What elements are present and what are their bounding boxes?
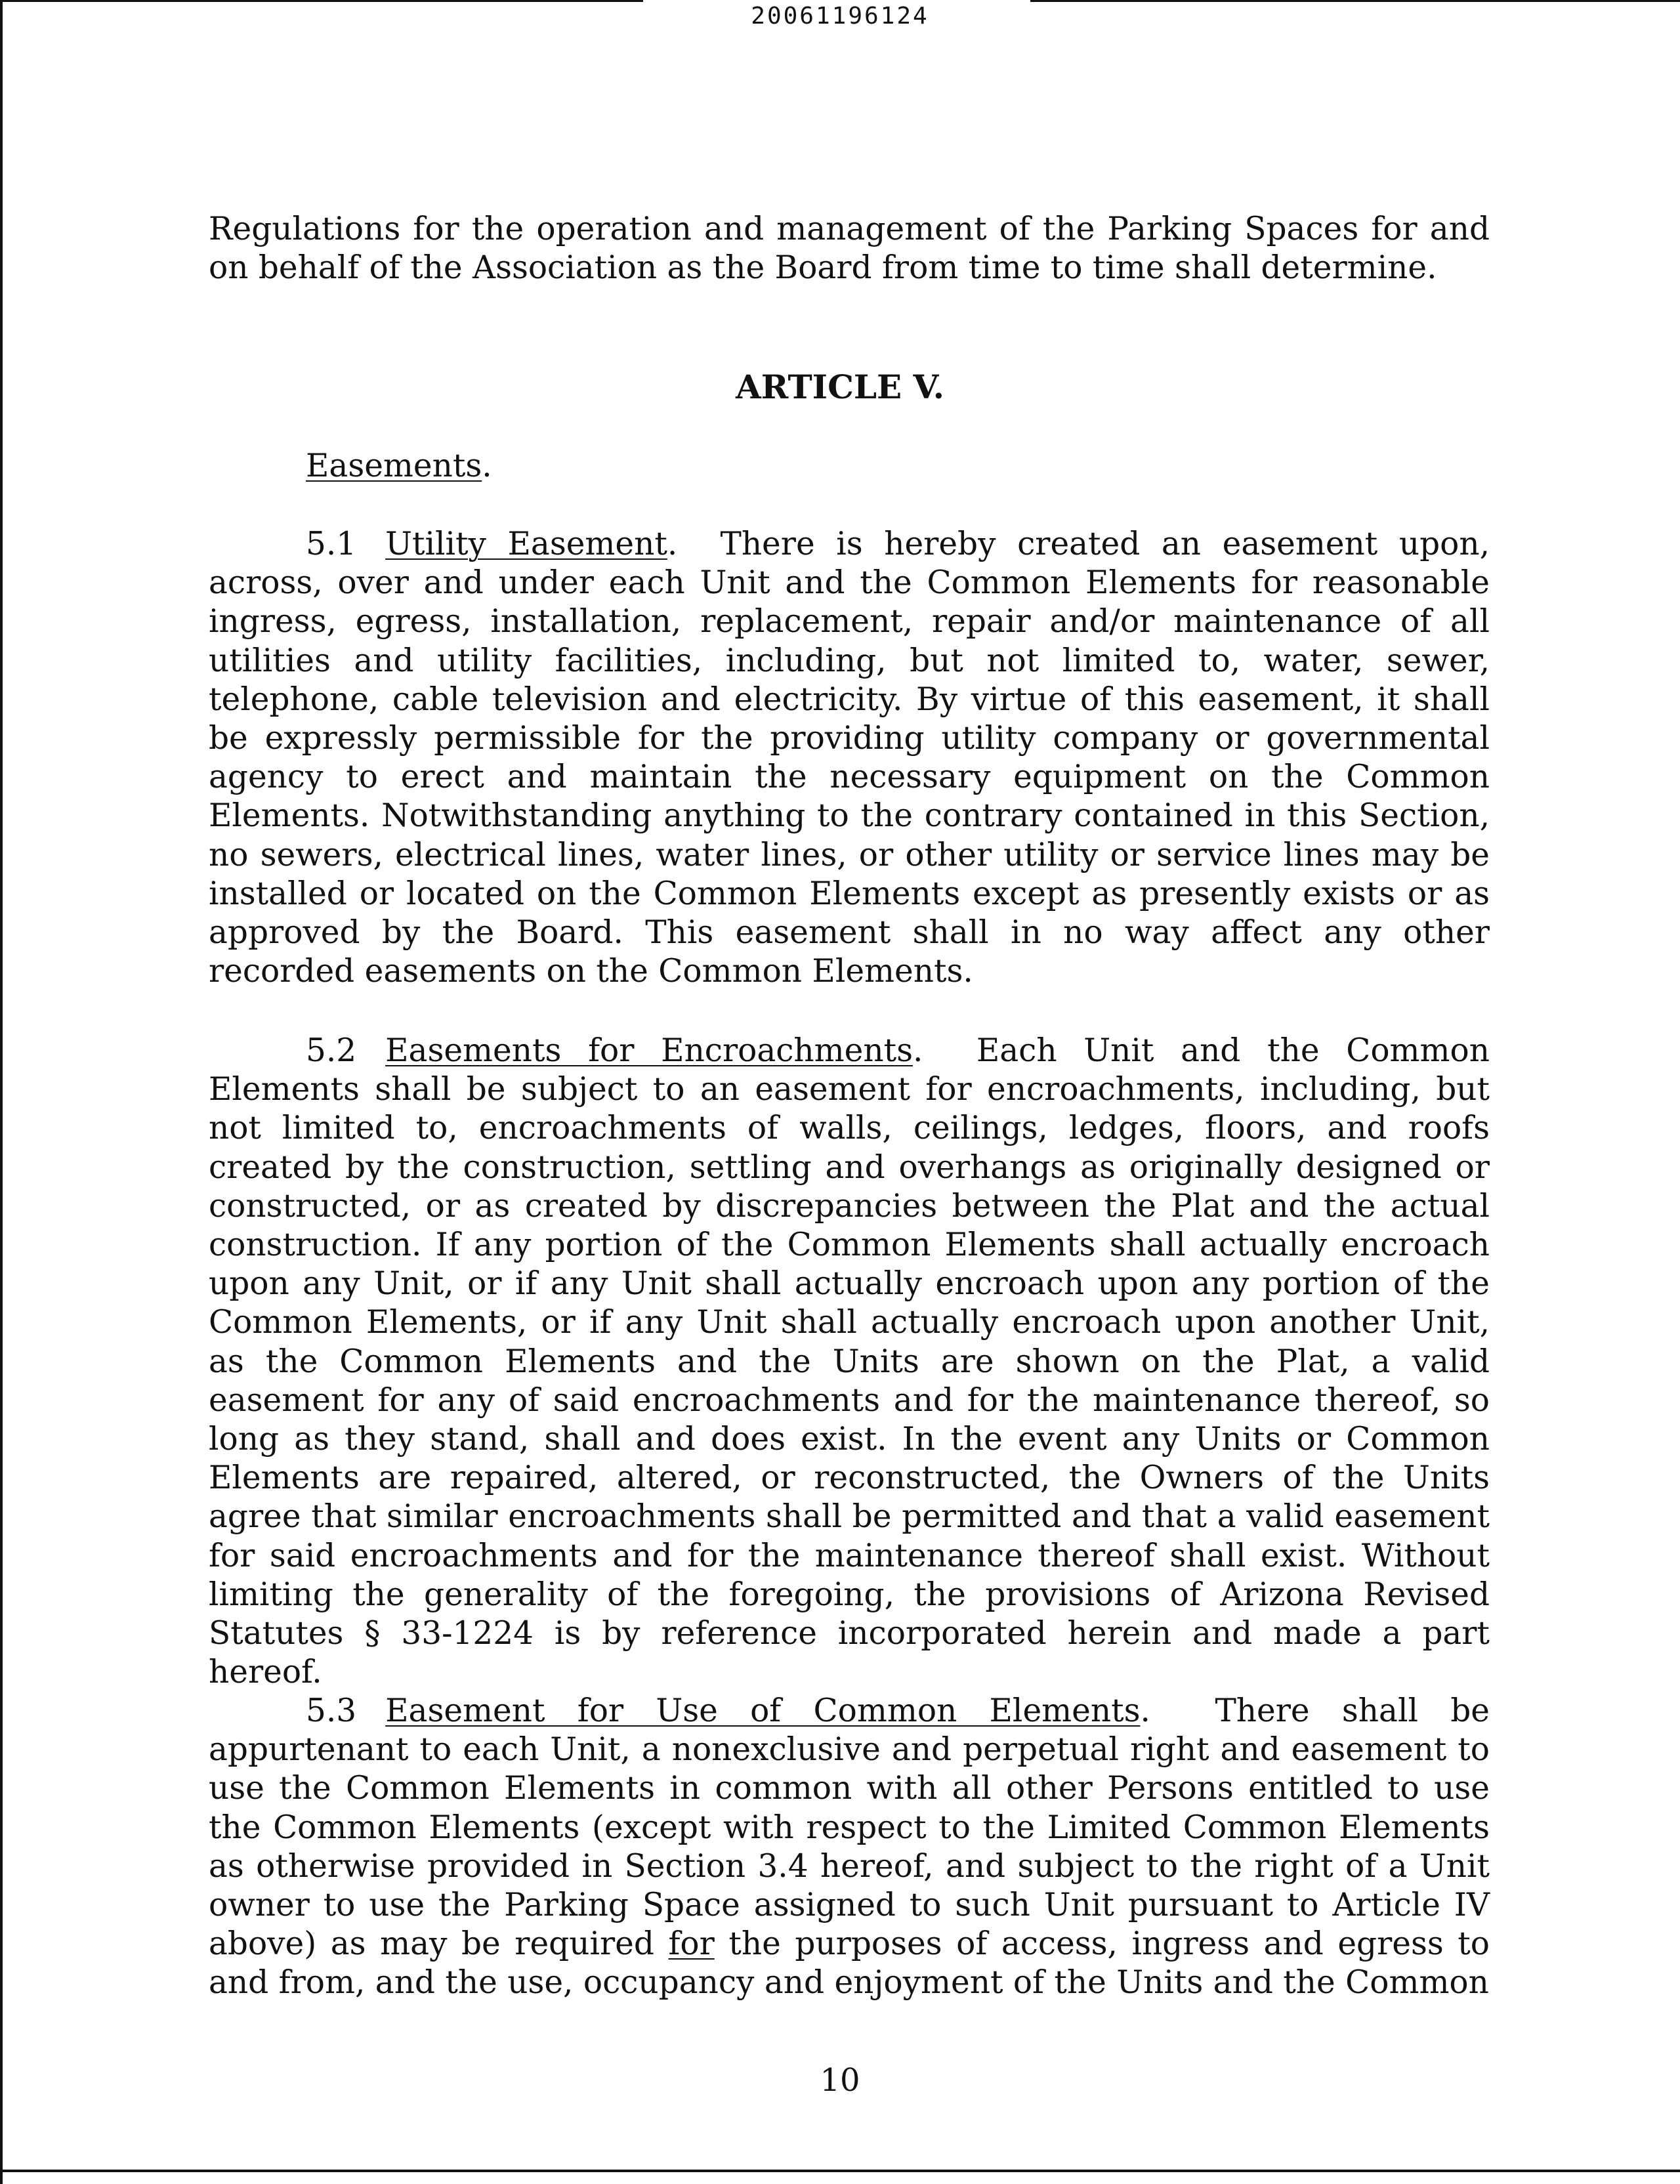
scan-border-left xyxy=(0,0,3,2184)
scan-border-top-right xyxy=(1030,0,1680,2)
section-title: Easement for Use of Common Elements xyxy=(385,1692,1141,1729)
page-number: 10 xyxy=(820,2062,860,2099)
article-title: ARTICLE V. xyxy=(736,368,944,406)
section-body-underlined: for xyxy=(668,1925,715,1963)
section-paragraph: 5.3 Easement for Use of Common Elements. There shall be appurtenant to each Unit, a nonexclusive and perpetual right and easement to use the Common Elements in common with all other Persons entitled to use the Common Elements (except with respect to the Limited Common Elements as otherwise provided in Section 3.4 hereof, and subject to the right of a Unit owner to use the Parking Space assigned to such Unit pursuant to Article IV above) as may be required for the purposes of access, ingress and egress to and from, and the use, occupancy and enjoyment of the Units and the Common xyxy=(209,1692,1490,2002)
section-5-1 xyxy=(209,525,1490,991)
recording-number: 20061196124 xyxy=(751,3,929,30)
continuation-paragraph xyxy=(209,210,1490,287)
article-heading-text: Easements xyxy=(306,448,482,484)
article-heading xyxy=(306,446,492,486)
scan-border-top-left xyxy=(0,0,643,2)
section-5-2 xyxy=(209,1032,1490,1692)
section-number: 5.1 xyxy=(306,526,357,562)
section-paragraph: 5.2 Easements for Encroachments. Each Unit and the Common Elements shall be subject to an easement for encroachments, including, but not limited to, encroachments of walls, ceilings, ledges, floors, and roofs created by the construction, settling and overhangs as originally designed or constructed, or as created by discrepancies between the Plat and the actual construction. If any portion of the Common Elements shall actually encroach upon any Unit, or if any Unit shall actually encroach upon any portion of the Common Elements, or if any Unit shall actually encroach upon another Unit, as the Common Elements and the Units are shown on the Plat, a valid easement for any of said encroachments and for the maintenance thereof, so long as they stand, shall and does exist. In the event any Units or Common Elements are repaired, altered, or reconstructed, the Owners of the Units agree that similar encroachments shall be permitted and that a valid easement for said encroachments and for the maintenance thereof shall exist. Without limiting the generality of the foregoing, the provisions of Arizona Revised Statutes § 33-1224 is by reference incorporated herein and made a part hereof. xyxy=(209,1032,1490,1691)
section-title: Utility Easement xyxy=(385,526,667,562)
article-heading-suffix: . xyxy=(482,448,492,484)
section-5-3 xyxy=(209,1692,1490,2003)
scan-border-bottom xyxy=(0,2170,1680,2172)
continuation-text: Regulations for the operation and management of the Parking Spaces for and on behalf of the Association as the Board from time to time shall determine. xyxy=(209,211,1490,287)
section-body-after: the purposes of access, ingress and egress to and from, and the use, occupancy and enjoyment of the Units and the Common xyxy=(209,1925,1490,2002)
section-body-before: There shall be appurtenant to each Unit, a nonexclusive and perpetual right and easement to use the Common Elements in common with all other Persons entitled to use the Common Elements (except with respect to the Limited Common Elements as otherwise provided in Section 3.4 hereof, and subject to the right of a Unit owner to use the Parking Space assigned to such Unit pursuant to Article IV above) as may be required xyxy=(209,1692,1490,1963)
section-paragraph: 5.1 Utility Easement. There is hereby created an easement upon, across, over and under each Unit and the Common Elements for reasonable ingress, egress, installation, replacement, repair and/or maintenance of all utilities and utility facilities, including, but not limited to, water, sewer, telephone, cable television and electricity. By virtue of this easement, it shall be expressly permissible for the providing utility company or governmental agency to erect and maintain the necessary equipment on the Common Elements. Notwithstanding anything to the contrary contained in this Section, no sewers, electrical lines, water lines, or other utility or service lines may be installed or located on the Common Elements except as presently exists or as approved by the Board. This easement shall in no way affect any other recorded easements on the Common Elements. xyxy=(209,526,1490,990)
section-title: Easements for Encroachments xyxy=(385,1032,913,1069)
section-number: 5.3 xyxy=(306,1692,357,1729)
section-number: 5.2 xyxy=(306,1032,357,1069)
section-body: Each Unit and the Common Elements shall be subject to an easement for encroachments, including, but not limited to, encroachments of walls, ceilings, ledges, floors, and roofs created by the construction, settling and overhangs as originally designed or constructed, or as created by discrepancies between the Plat and the actual construction. If any portion of the Common Elements shall actually encroach upon any Unit, or if any Unit shall actually encroach upon any portion of the Common Elements, or if any Unit shall actually encroach upon another Unit, as the Common Elements and the Units are shown on the Plat, a valid easement for any of said encroachments and for the maintenance thereof, so long as they stand, shall and does exist. In the event any Units or Common Elements are repaired, altered, or reconstructed, the Owners of the Units agree that similar encroachments shall be permitted and that a valid easement for said encroachments and for the maintenance thereof shall exist. Without limiting the generality of the foregoing, the provisions of Arizona Revised Statutes § 33-1224 is by reference incorporated herein and made a part hereof. xyxy=(209,1032,1490,1691)
section-body: There is hereby created an easement upon, across, over and under each Unit and the Common Elements for reasonable ingress, egress, installation, replacement, repair and/or maintenance of all utilities and utility facilities, including, but not limited to, water, sewer, telephone, cable television and electricity. By virtue of this easement, it shall be expressly permissible for the providing utility company or governmental agency to erect and maintain the necessary equipment on the Common Elements. Notwithstanding anything to the contrary contained in this Section, no sewers, electrical lines, water lines, or other utility or service lines may be installed or located on the Common Elements except as presently exists or as approved by the Board. This easement shall in no way affect any other recorded easements on the Common Elements. xyxy=(209,526,1490,990)
